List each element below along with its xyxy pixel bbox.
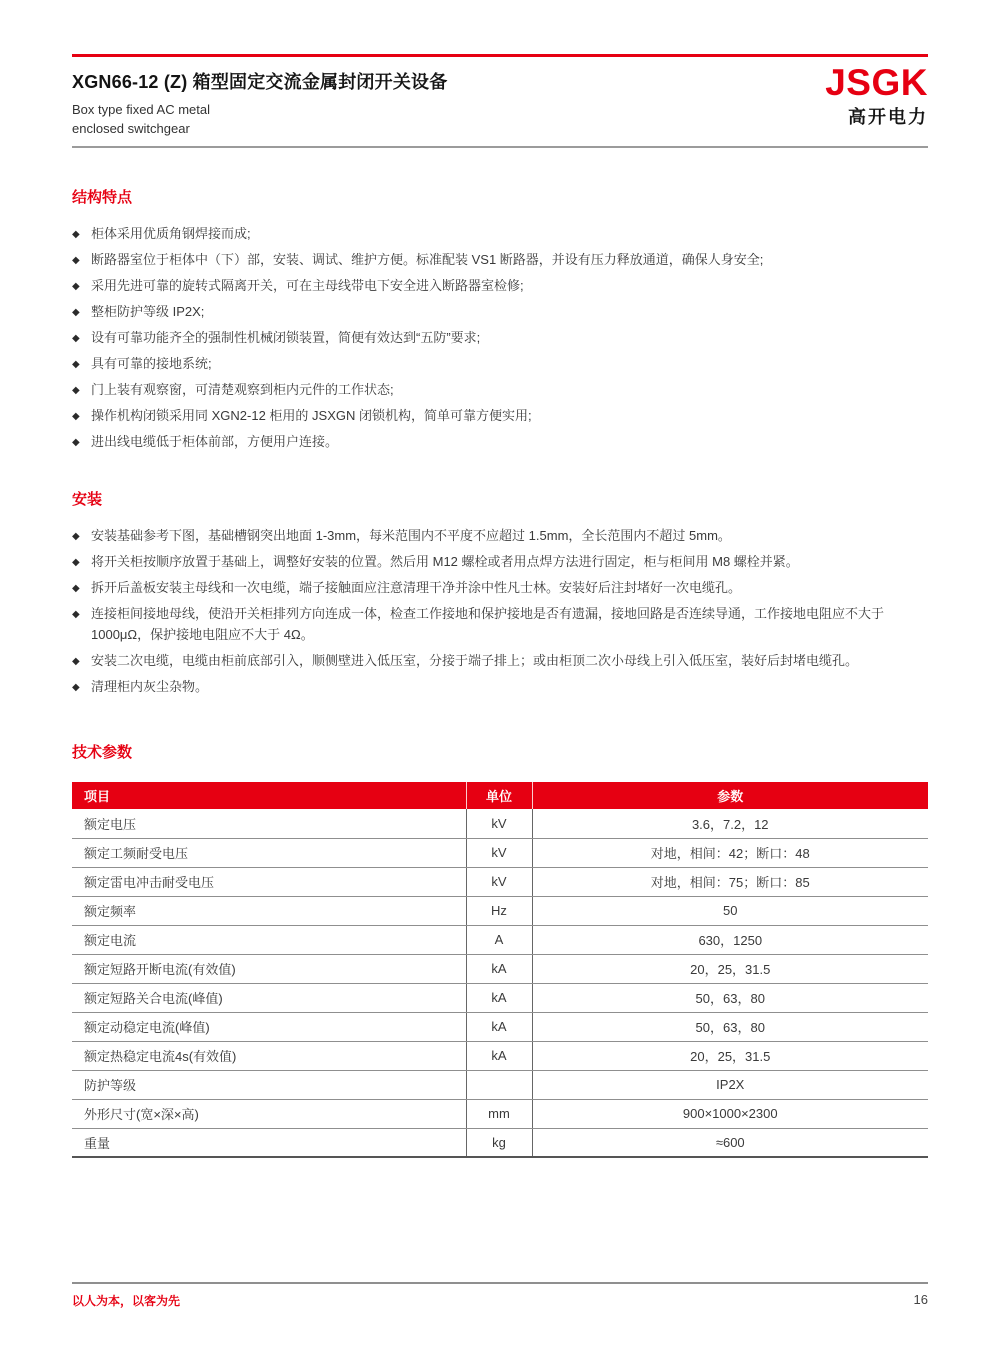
param-unit-cell: Hz: [466, 896, 532, 925]
brand-name: 高开电力: [848, 107, 928, 127]
diamond-bullet-icon: ◆: [72, 531, 80, 542]
table-row: [72, 896, 928, 925]
table-row: [72, 1041, 928, 1070]
installation-list: [72, 525, 928, 697]
table-row: [72, 1012, 928, 1041]
installation-item: [72, 551, 928, 572]
feature-item-text: 具有可靠的接地系统;: [91, 356, 212, 371]
param-unit-cell: kA: [466, 954, 532, 983]
installation-item: [72, 676, 928, 697]
param-value-cell: IP2X: [532, 1070, 928, 1099]
header-divider: [72, 146, 928, 148]
feature-item-text: 进出线电缆低于柜体前部，方便用户连接。: [91, 434, 339, 449]
feature-item-text: 门上装有观察窗，可清楚观察到柜内元件的工作状态;: [91, 382, 394, 397]
param-unit-cell: A: [466, 925, 532, 954]
section-heading-parameters: 技术参数: [72, 744, 133, 761]
param-value-cell: 3.6，7.2，12: [532, 809, 928, 838]
param-value-cell: 50，63，80: [532, 1012, 928, 1041]
param-name-cell: 额定动稳定电流(峰值): [72, 1012, 466, 1041]
diamond-bullet-icon: ◆: [72, 583, 80, 594]
installation-item: [72, 577, 928, 598]
subtitle-line-2: enclosed switchgear: [72, 121, 190, 136]
diamond-bullet-icon: ◆: [72, 333, 80, 344]
page-subtitle: [72, 100, 447, 138]
installation-item: [72, 650, 928, 671]
param-name-cell: 额定热稳定电流4s(有效值): [72, 1041, 466, 1070]
feature-item-text: 整柜防护等级 IP2X;: [91, 304, 205, 319]
param-name-cell: 重量: [72, 1128, 466, 1157]
page-header: [72, 57, 928, 138]
param-name-cell: 额定短路关合电流(峰值): [72, 983, 466, 1012]
subtitle-line-1: Box type fixed AC metal: [72, 102, 211, 117]
table-header-value: 参数: [532, 782, 928, 809]
param-value-cell: 对地，相间：42；断口：48: [532, 838, 928, 867]
diamond-bullet-icon: ◆: [72, 411, 80, 422]
table-row: [72, 1099, 928, 1128]
feature-item: [72, 249, 928, 270]
table-row: [72, 1070, 928, 1099]
param-unit-cell: kV: [466, 867, 532, 896]
param-name-cell: 外形尺寸(宽×深×高): [72, 1099, 466, 1128]
table-row: [72, 1128, 928, 1157]
diamond-bullet-icon: ◆: [72, 307, 80, 318]
installation-item-text: 安装基础参考下图，基础槽钢突出地面 1-3mm，每米范围内不平度不应超过 1.5mm，全长范围内不超过 5mm。: [91, 528, 731, 543]
page-number: 16: [913, 1292, 928, 1307]
diamond-bullet-icon: ◆: [72, 557, 80, 568]
section-heading-installation: 安装: [72, 491, 103, 508]
param-unit-cell: kA: [466, 1012, 532, 1041]
table-row: [72, 867, 928, 896]
feature-item-text: 柜体采用优质角钢焊接而成;: [91, 226, 251, 241]
param-name-cell: 额定雷电冲击耐受电压: [72, 867, 466, 896]
param-name-cell: 额定电流: [72, 925, 466, 954]
feature-item-text: 采用先进可靠的旋转式隔离开关，可在主母线带电下安全进入断路器室检修;: [91, 278, 524, 293]
table-header-row: [72, 782, 928, 809]
param-name-cell: 额定工频耐受电压: [72, 838, 466, 867]
feature-item-text: 操作机构闭锁采用同 XGN2-12 柜用的 JSXGN 闭锁机构，简单可靠方便实用;: [91, 408, 532, 423]
param-value-cell: 50: [532, 896, 928, 925]
param-name-cell: 额定短路开断电流(有效值): [72, 954, 466, 983]
param-value-cell: 对地，相间：75；断口：85: [532, 867, 928, 896]
footer-slogan: 以人为本，以客为先: [72, 1294, 181, 1308]
param-value-cell: 20，25，31.5: [532, 1041, 928, 1070]
feature-item: [72, 301, 928, 322]
feature-item: [72, 275, 928, 296]
feature-item: [72, 379, 928, 400]
table-row: [72, 838, 928, 867]
installation-item-text: 连接柜间接地母线，使沿开关柜排列方向连成一体，检查工作接地和保护接地是否有遗漏，接地回路是否连续导通，工作接地电阻应不大于 1000μΩ，保护接地电阻应不大于 4Ω。: [91, 606, 885, 642]
table-header-item: 项目: [72, 782, 466, 809]
installation-item-text: 拆开后盖板安装主母线和一次电缆，端子接触面应注意清理干净并涂中性凡士林。安装好后注封堵好一次电缆孔。: [91, 580, 742, 595]
installation-item-text: 将开关柜按顺序放置于基础上，调整好安装的位置。然后用 M12 螺栓或者用点焊方法进行固定，柜与柜间用 M8 螺栓并紧。: [91, 554, 799, 569]
diamond-bullet-icon: ◆: [72, 656, 80, 667]
param-unit-cell: kA: [466, 983, 532, 1012]
installation-item-text: 安装二次电缆，电缆由柜前底部引入，顺侧壁进入低压室，分接于端子排上；或由柜顶二次小母线上引入低压室，装好后封堵电缆孔。: [91, 653, 859, 668]
feature-item: [72, 431, 928, 452]
feature-item: [72, 327, 928, 348]
table-row: [72, 954, 928, 983]
brand-logo: JSGK: [825, 62, 928, 103]
table-row: [72, 809, 928, 838]
brand-block: [825, 64, 928, 129]
table-header-unit: 单位: [466, 782, 532, 809]
features-list: [72, 223, 928, 452]
param-name-cell: 额定电压: [72, 809, 466, 838]
diamond-bullet-icon: ◆: [72, 609, 80, 620]
installation-item-text: 清理柜内灰尘杂物。: [91, 679, 209, 694]
param-value-cell: ≈600: [532, 1128, 928, 1157]
param-unit-cell: kV: [466, 838, 532, 867]
param-unit-cell: [466, 1070, 532, 1099]
feature-item-text: 断路器室位于柜体中（下）部，安装、调试、维护方便。标准配装 VS1 断路器，并设有压力释放通道，确保人身安全;: [91, 252, 764, 267]
page-title: XGN66-12 (Z) 箱型固定交流金属封闭开关设备: [72, 72, 448, 92]
param-value-cell: 630，1250: [532, 925, 928, 954]
param-unit-cell: kA: [466, 1041, 532, 1070]
section-heading-features: 结构特点: [72, 189, 133, 206]
diamond-bullet-icon: ◆: [72, 255, 80, 266]
diamond-bullet-icon: ◆: [72, 229, 80, 240]
installation-item: [72, 525, 928, 546]
parameters-table: [72, 782, 928, 1158]
param-unit-cell: kV: [466, 809, 532, 838]
footer-divider: [72, 1282, 928, 1284]
title-block: [72, 68, 447, 138]
diamond-bullet-icon: ◆: [72, 437, 80, 448]
feature-item: [72, 223, 928, 244]
param-name-cell: 防护等级: [72, 1070, 466, 1099]
table-row: [72, 983, 928, 1012]
param-unit-cell: mm: [466, 1099, 532, 1128]
param-value-cell: 900×1000×2300: [532, 1099, 928, 1128]
diamond-bullet-icon: ◆: [72, 385, 80, 396]
param-unit-cell: kg: [466, 1128, 532, 1157]
feature-item: [72, 405, 928, 426]
param-value-cell: 50，63，80: [532, 983, 928, 1012]
diamond-bullet-icon: ◆: [72, 281, 80, 292]
page-footer: [72, 1282, 928, 1309]
diamond-bullet-icon: ◆: [72, 359, 80, 370]
feature-item-text: 设有可靠功能齐全的强制性机械闭锁装置，简便有效达到“五防”要求;: [91, 330, 481, 345]
param-name-cell: 额定频率: [72, 896, 466, 925]
table-row: [72, 925, 928, 954]
feature-item: [72, 353, 928, 374]
diamond-bullet-icon: ◆: [72, 682, 80, 693]
param-value-cell: 20，25，31.5: [532, 954, 928, 983]
installation-item: [72, 603, 928, 645]
